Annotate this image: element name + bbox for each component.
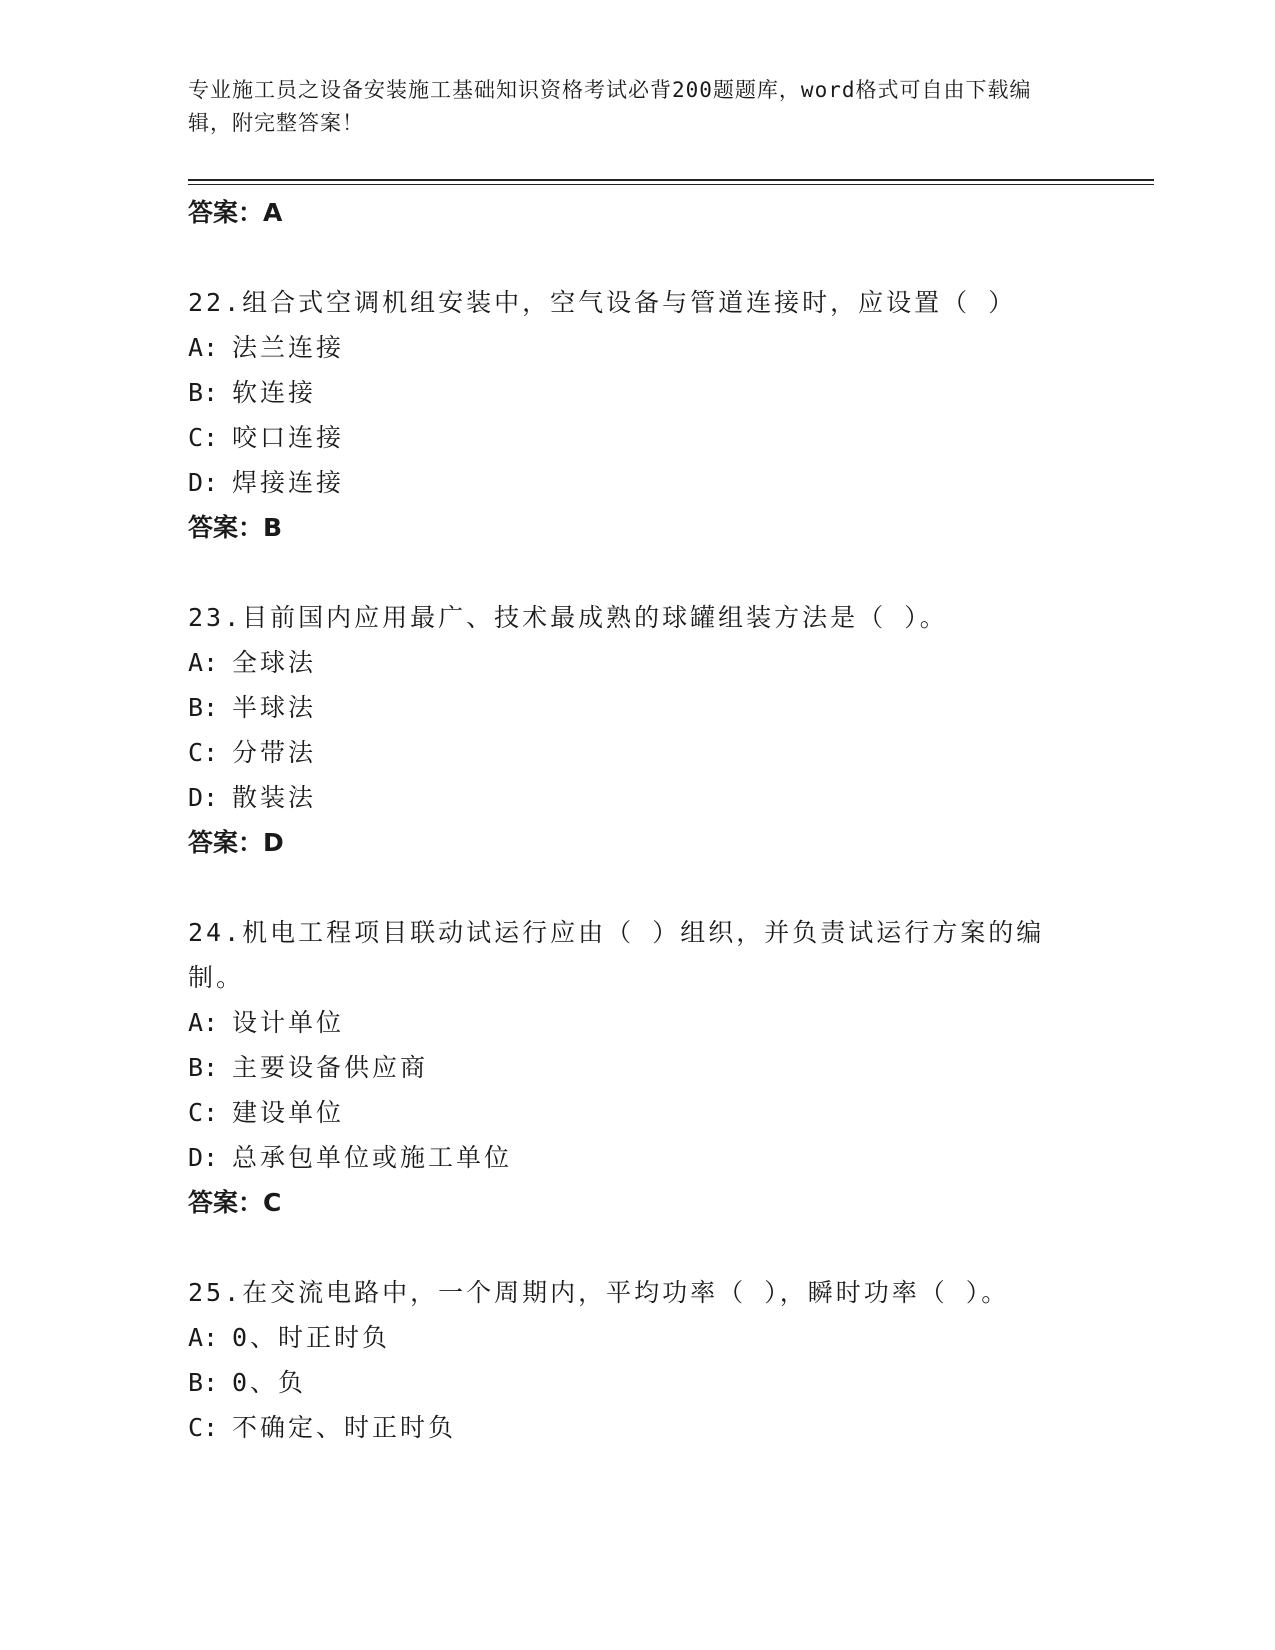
- option-text: 总承包单位或施工单位: [232, 1143, 513, 1172]
- document-header: 专业施工员之设备安装施工基础知识资格考试必背200题题库，word格式可自由下载编辑，附完整答案！: [188, 78, 1032, 135]
- question-item: [188, 280, 1088, 550]
- option-item: [188, 775, 1088, 820]
- question-text: 25.在交流电路中，一个周期内，平均功率（ ），瞬时功率（ ）。: [188, 1278, 1010, 1307]
- option-item: [188, 1360, 1088, 1405]
- option-item: [188, 415, 1088, 460]
- answer-line: 答案：B: [188, 513, 283, 542]
- option-text: 不确定、时正时负: [232, 1413, 457, 1442]
- option-text: 分带法: [232, 738, 317, 767]
- option-item: [188, 685, 1088, 730]
- answer-line: 答案：C: [188, 1188, 282, 1217]
- option-item: [188, 460, 1088, 505]
- option-letter: C:: [188, 1098, 219, 1127]
- option-text: 软连接: [232, 378, 317, 407]
- header-divider-thin: [188, 184, 1154, 185]
- option-text: 咬口连接: [232, 423, 345, 452]
- option-text: 半球法: [232, 693, 317, 722]
- option-text: 法兰连接: [232, 333, 345, 362]
- option-item: [188, 730, 1088, 775]
- option-item: [188, 1000, 1088, 1045]
- option-letter: A:: [188, 1008, 219, 1037]
- option-item: [188, 325, 1088, 370]
- option-item: [188, 1090, 1088, 1135]
- option-letter: D:: [188, 1143, 219, 1172]
- answer-line: 答案：D: [188, 828, 284, 857]
- option-letter: A:: [188, 333, 219, 362]
- option-letter: A:: [188, 1323, 219, 1352]
- option-item: [188, 1135, 1088, 1180]
- header-divider-thick: [188, 179, 1154, 181]
- option-item: [188, 640, 1088, 685]
- option-text: 0、负: [232, 1368, 307, 1397]
- question-text: 22.组合式空调机组安装中，空气设备与管道连接时，应设置（ ）: [188, 288, 1017, 317]
- option-text: 建设单位: [232, 1098, 345, 1127]
- option-text: 焊接连接: [232, 468, 345, 497]
- option-item: [188, 1045, 1088, 1090]
- question-text: 23.目前国内应用最广、技术最成熟的球罐组装方法是（ ）。: [188, 603, 948, 632]
- option-letter: A:: [188, 648, 219, 677]
- option-letter: D:: [188, 783, 219, 812]
- option-letter: C:: [188, 1413, 219, 1442]
- option-letter: C:: [188, 423, 219, 452]
- option-item: [188, 1315, 1088, 1360]
- option-item: [188, 370, 1088, 415]
- question-item: [188, 595, 1088, 865]
- option-text: 0、时正时负: [232, 1323, 391, 1352]
- option-text: 全球法: [232, 648, 317, 677]
- option-item: [188, 1405, 1088, 1450]
- option-letter: B:: [188, 1053, 219, 1082]
- question-text: 24.机电工程项目联动试运行应由（ ）组织，并负责试运行方案的编制。: [188, 918, 1045, 992]
- option-letter: C:: [188, 738, 219, 767]
- question-list: [188, 190, 1088, 1450]
- question-item: [188, 910, 1088, 1225]
- option-letter: B:: [188, 693, 219, 722]
- option-letter: D:: [188, 468, 219, 497]
- answer-line: 答案：A: [188, 198, 283, 227]
- option-letter: B:: [188, 1368, 219, 1397]
- option-text: 设计单位: [232, 1008, 345, 1037]
- option-text: 主要设备供应商: [232, 1053, 429, 1082]
- question-item: [188, 1270, 1088, 1450]
- option-text: 散装法: [232, 783, 317, 812]
- option-letter: B:: [188, 378, 219, 407]
